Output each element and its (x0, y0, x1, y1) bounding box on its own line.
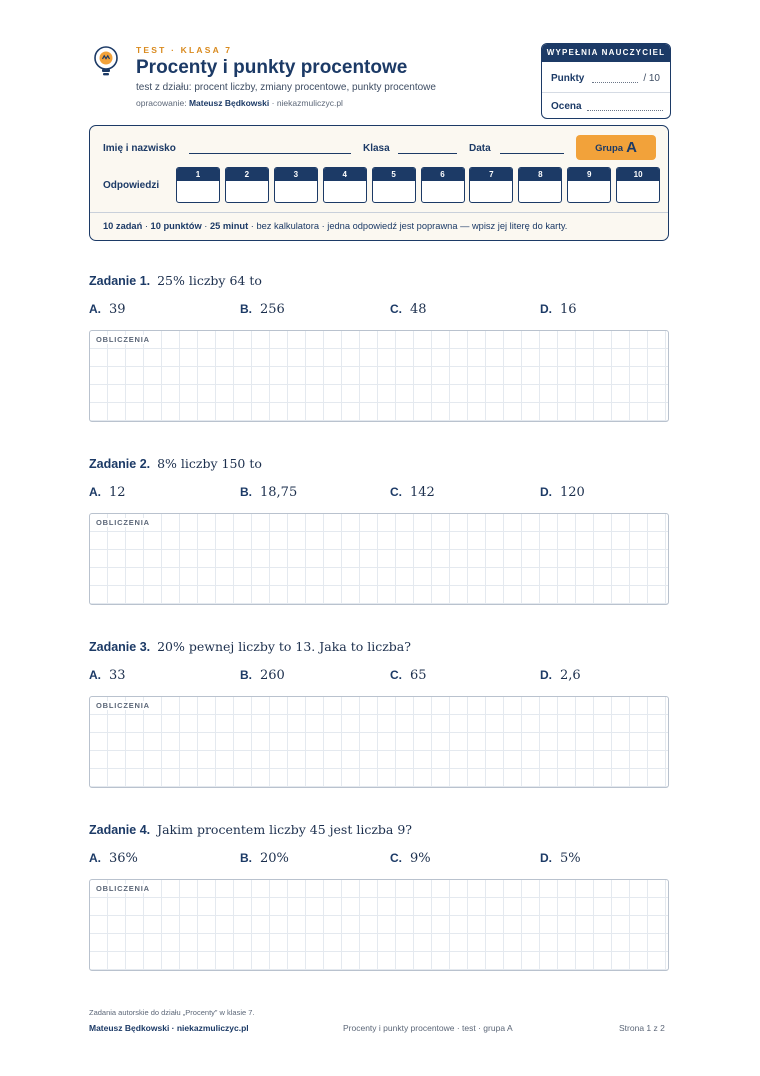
points-field[interactable] (592, 82, 638, 83)
answers-label: Odpowiedzi (103, 180, 160, 191)
group-letter: A (626, 139, 637, 156)
answer-option (240, 851, 289, 866)
calculation-area[interactable] (89, 513, 669, 605)
footer-author: Mateusz Będkowski · niekazmuliczyc.pl (89, 1023, 249, 1033)
answer-box-number: 3 (275, 168, 317, 181)
option-letter: A. (89, 668, 101, 682)
lightbulb-icon (90, 44, 122, 78)
answer-box-number: 1 (177, 168, 219, 181)
answer-box[interactable] (323, 167, 367, 203)
answer-option (240, 302, 285, 317)
answer-option (390, 851, 431, 866)
option-letter: A. (89, 851, 101, 865)
group-badge (576, 135, 656, 160)
date-field[interactable] (500, 153, 564, 154)
option-value: 20% (260, 851, 289, 866)
answer-box-number: 8 (519, 168, 561, 181)
footer-note: Zadania autorskie do działu „Procenty” w klasie 7. (89, 1008, 255, 1017)
task-question (89, 822, 412, 837)
rules-tasks: 10 zadań (103, 221, 143, 231)
answer-option (540, 485, 585, 500)
class-label: Klasa (363, 143, 390, 154)
option-value: 2,6 (560, 668, 581, 683)
calculation-area[interactable] (89, 330, 669, 422)
answer-option (89, 302, 126, 317)
credit-author: Mateusz Będkowski (188, 98, 270, 108)
answer-option (540, 668, 581, 683)
test-kicker: TEST · KLASA 7 (136, 45, 233, 55)
name-field[interactable] (189, 153, 351, 154)
answer-option (540, 851, 581, 866)
answer-box-number: 10 (617, 168, 659, 181)
answer-option (390, 302, 427, 317)
option-letter: D. (540, 302, 552, 316)
task-text: Jakim procentem liczby 45 jest liczba 9? (157, 822, 413, 837)
task-number: Zadanie 3. (89, 640, 151, 654)
option-value: 142 (410, 485, 435, 500)
page-subtitle: test z działu: procent liczby, zmiany procentowe, punkty procentowe (136, 82, 436, 93)
option-letter: C. (390, 668, 402, 682)
option-value: 33 (109, 668, 126, 683)
credit-prefix: opracowanie: (136, 98, 187, 108)
answer-box[interactable] (176, 167, 220, 203)
task-question (89, 639, 411, 654)
calculation-label: OBLICZENIA (96, 518, 153, 527)
calculation-label: OBLICZENIA (96, 335, 153, 344)
option-letter: B. (240, 851, 252, 865)
rules-minutes: 25 minut (209, 221, 249, 231)
calculation-label: OBLICZENIA (96, 701, 153, 710)
option-value: 48 (410, 302, 427, 317)
option-letter: B. (240, 668, 252, 682)
student-info-box (89, 125, 669, 241)
answer-box[interactable] (372, 167, 416, 203)
task-number: Zadanie 4. (89, 823, 151, 837)
answer-box[interactable] (469, 167, 513, 203)
option-letter: D. (540, 668, 552, 682)
answer-box-number: 9 (568, 168, 610, 181)
name-label: Imię i nazwisko (103, 143, 176, 154)
points-row (551, 73, 662, 84)
calculation-area[interactable] (89, 879, 669, 971)
option-value: 16 (560, 302, 577, 317)
option-value: 65 (410, 668, 427, 683)
task-question (89, 456, 262, 471)
credit-line (136, 98, 343, 108)
option-letter: C. (390, 485, 402, 499)
task-number: Zadanie 2. (89, 457, 151, 471)
option-value: 5% (560, 851, 581, 866)
option-value: 18,75 (260, 485, 298, 500)
option-letter: B. (240, 302, 252, 316)
teacher-box (541, 43, 671, 119)
group-label: Grupa (595, 143, 624, 154)
option-letter: C. (390, 851, 402, 865)
test-rules: 10 zadań · 10 punktów · 25 minut · bez kalkulatora · jedna odpowiedź jest poprawna — wpisz jej literę do karty. (103, 221, 568, 231)
option-value: 36% (109, 851, 138, 866)
task-text: 20% pewnej liczby to 13. Jaka to liczba? (157, 639, 411, 654)
page-title: Procenty i punkty procentowe (136, 57, 408, 78)
option-value: 9% (410, 851, 431, 866)
answer-option (240, 668, 285, 683)
answer-box[interactable] (274, 167, 318, 203)
option-value: 12 (109, 485, 126, 500)
grade-row (551, 101, 662, 112)
task-number: Zadanie 1. (89, 274, 151, 288)
rules-text: · bez kalkulatora · jedna odpowiedź jest poprawna — wpisz jej literę do karty. (250, 221, 568, 231)
info-divider (90, 212, 668, 213)
task-question (89, 273, 262, 288)
answer-box[interactable] (567, 167, 611, 203)
answer-box[interactable] (225, 167, 269, 203)
task-text: 25% liczby 64 to (157, 273, 262, 288)
answer-box-number: 6 (422, 168, 464, 181)
answer-box[interactable] (421, 167, 465, 203)
class-field[interactable] (398, 153, 457, 154)
answer-option (540, 302, 577, 317)
points-of: / 10 (643, 73, 660, 84)
grade-field[interactable] (587, 110, 663, 111)
page-number: Strona 1 z 2 (619, 1023, 665, 1033)
option-letter: A. (89, 485, 101, 499)
option-letter: D. (540, 851, 552, 865)
rules-points: 10 punktów (150, 221, 202, 231)
task-text: 8% liczby 150 to (157, 456, 262, 471)
answer-option (240, 485, 297, 500)
answer-box[interactable] (518, 167, 562, 203)
option-value: 39 (109, 302, 126, 317)
option-value: 256 (260, 302, 285, 317)
answer-option (89, 851, 138, 866)
answer-option (390, 668, 427, 683)
answer-option (89, 485, 126, 500)
answer-box-number: 2 (226, 168, 268, 181)
calculation-area[interactable] (89, 696, 669, 788)
option-letter: A. (89, 302, 101, 316)
credit-site: · niekazmuliczyc.pl (271, 98, 343, 108)
answer-box[interactable] (616, 167, 660, 203)
answer-box-number: 7 (470, 168, 512, 181)
answer-option (89, 668, 126, 683)
option-value: 120 (560, 485, 585, 500)
answer-option (390, 485, 435, 500)
answer-box-number: 5 (373, 168, 415, 181)
option-letter: D. (540, 485, 552, 499)
option-value: 260 (260, 668, 285, 683)
teacher-box-title: WYPEŁNIA NAUCZYCIEL (542, 44, 670, 62)
date-label: Data (469, 143, 491, 154)
calculation-label: OBLICZENIA (96, 884, 153, 893)
option-letter: C. (390, 302, 402, 316)
footer-title: Procenty i punkty procentowe · test · grupa A (343, 1023, 513, 1033)
teacher-divider (542, 92, 670, 93)
points-label: Punkty (551, 73, 585, 84)
answer-box-number: 4 (324, 168, 366, 181)
grade-label: Ocena (551, 101, 582, 112)
option-letter: B. (240, 485, 252, 499)
